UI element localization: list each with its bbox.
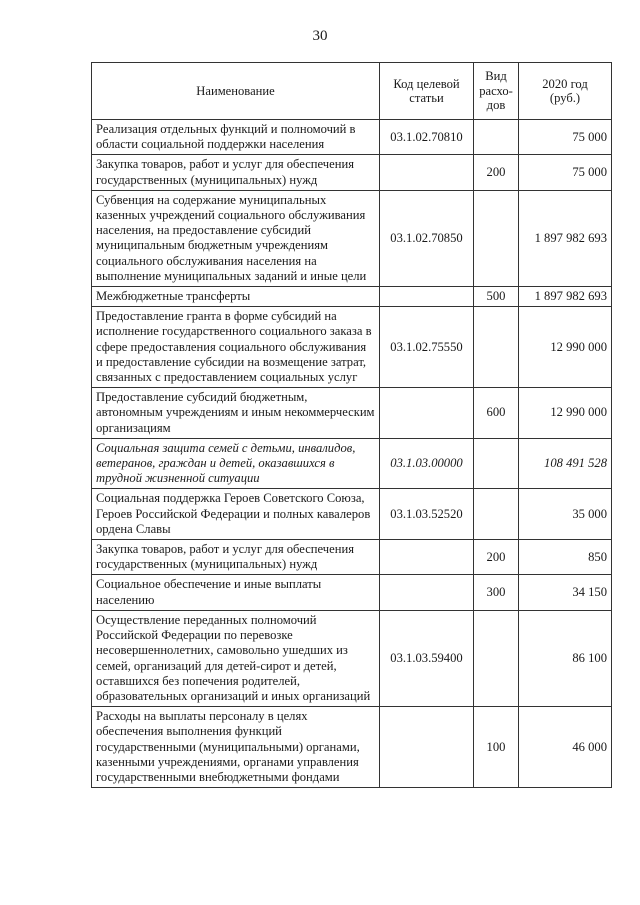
table-header-row <box>92 63 612 120</box>
row-amount-cell: 35 000 <box>519 489 612 540</box>
budget-table <box>91 62 612 788</box>
row-amount-cell: 1 897 982 693 <box>519 190 612 286</box>
row-name-cell: Субвенция на содержание муниципальных казенных учреждений социального обслуживания населения, на предоставление субсидий муниципальным бюджетным учреждениям социального обслуживания населения на выполнение муниципальных заданий и иные цели <box>92 190 380 286</box>
header-vid: Вид расхо- дов <box>474 63 519 120</box>
row-name-cell: Закупка товаров, работ и услуг для обеспечения государственных (муниципальных) нужд <box>92 155 380 190</box>
row-name-cell: Расходы на выплаты персоналу в целях обеспечения выполнения функций государственными (муниципальными) органами, казенными учреждениями, органами управления государственными внебюджетными фондами <box>92 707 380 788</box>
row-name-cell: Предоставление гранта в форме субсидий на исполнение государственного социального заказа в сфере предоставления социального обслуживания и предоставление субсидии на возмещение затрат, связанных с предоставлением социальных услуг <box>92 307 380 388</box>
header-name: Наименование <box>92 63 380 120</box>
row-vid-cell: 200 <box>474 540 519 575</box>
row-amount-cell: 108 491 528 <box>519 438 612 489</box>
row-code-cell <box>380 540 474 575</box>
row-vid-cell <box>474 307 519 388</box>
row-vid-cell: 300 <box>474 575 519 610</box>
row-name-cell: Межбюджетные трансферты <box>92 287 380 307</box>
header-code: Код целевой статьи <box>380 63 474 120</box>
row-vid-cell <box>474 489 519 540</box>
row-vid-cell: 500 <box>474 287 519 307</box>
row-code-cell <box>380 575 474 610</box>
row-amount-cell: 34 150 <box>519 575 612 610</box>
row-code-cell: 03.1.03.52520 <box>380 489 474 540</box>
row-vid-cell <box>474 438 519 489</box>
table-row <box>92 707 612 788</box>
row-amount-cell: 75 000 <box>519 120 612 155</box>
header-amount: 2020 год (руб.) <box>519 63 612 120</box>
row-code-cell: 03.1.02.75550 <box>380 307 474 388</box>
row-name-cell: Социальное обеспечение и иные выплаты населению <box>92 575 380 610</box>
row-code-cell <box>380 707 474 788</box>
row-vid-cell <box>474 190 519 286</box>
row-name-cell: Закупка товаров, работ и услуг для обеспечения государственных (муниципальных) нужд <box>92 540 380 575</box>
table-row <box>92 540 612 575</box>
row-vid-cell: 200 <box>474 155 519 190</box>
table-row <box>92 287 612 307</box>
row-code-cell <box>380 287 474 307</box>
table-row <box>92 155 612 190</box>
row-amount-cell: 850 <box>519 540 612 575</box>
table-row <box>92 307 612 388</box>
row-vid-cell <box>474 610 519 706</box>
table-body <box>92 120 612 788</box>
row-amount-cell: 12 990 000 <box>519 388 612 439</box>
page-number: 30 <box>312 28 328 44</box>
row-amount-cell: 12 990 000 <box>519 307 612 388</box>
row-vid-cell: 100 <box>474 707 519 788</box>
row-code-cell: 03.1.02.70810 <box>380 120 474 155</box>
row-name-cell: Предоставление субсидий бюджетным, автономным учреждениям и иным некоммерческим организациям <box>92 388 380 439</box>
row-vid-cell <box>474 120 519 155</box>
row-name-cell: Осуществление переданных полномочий Российской Федерации по перевозке несовершеннолетних, самовольно ушедших из семей, организаций для детей-сирот и детей, оставшихся без попечения родителей, образовательных организаций и иных организаций <box>92 610 380 706</box>
row-amount-cell: 46 000 <box>519 707 612 788</box>
row-code-cell: 03.1.02.70850 <box>380 190 474 286</box>
row-amount-cell: 1 897 982 693 <box>519 287 612 307</box>
row-name-cell: Социальная поддержка Героев Советского Союза, Героев Российской Федерации и полных кавалеров ордена Славы <box>92 489 380 540</box>
table-row <box>92 438 612 489</box>
table-row <box>92 190 612 286</box>
row-code-cell: 03.1.03.59400 <box>380 610 474 706</box>
row-code-cell <box>380 155 474 190</box>
row-vid-cell: 600 <box>474 388 519 439</box>
row-amount-cell: 86 100 <box>519 610 612 706</box>
row-amount-cell: 75 000 <box>519 155 612 190</box>
table-row <box>92 489 612 540</box>
table-row <box>92 120 612 155</box>
row-name-cell: Реализация отдельных функций и полномочий в области социальной поддержки населения <box>92 120 380 155</box>
table-row <box>92 388 612 439</box>
row-name-cell: Социальная защита семей с детьми, инвалидов, ветеранов, граждан и детей, оказавшихся в трудной жизненной ситуации <box>92 438 380 489</box>
row-code-cell <box>380 388 474 439</box>
table-row <box>92 610 612 706</box>
table-row <box>92 575 612 610</box>
row-code-cell: 03.1.03.00000 <box>380 438 474 489</box>
